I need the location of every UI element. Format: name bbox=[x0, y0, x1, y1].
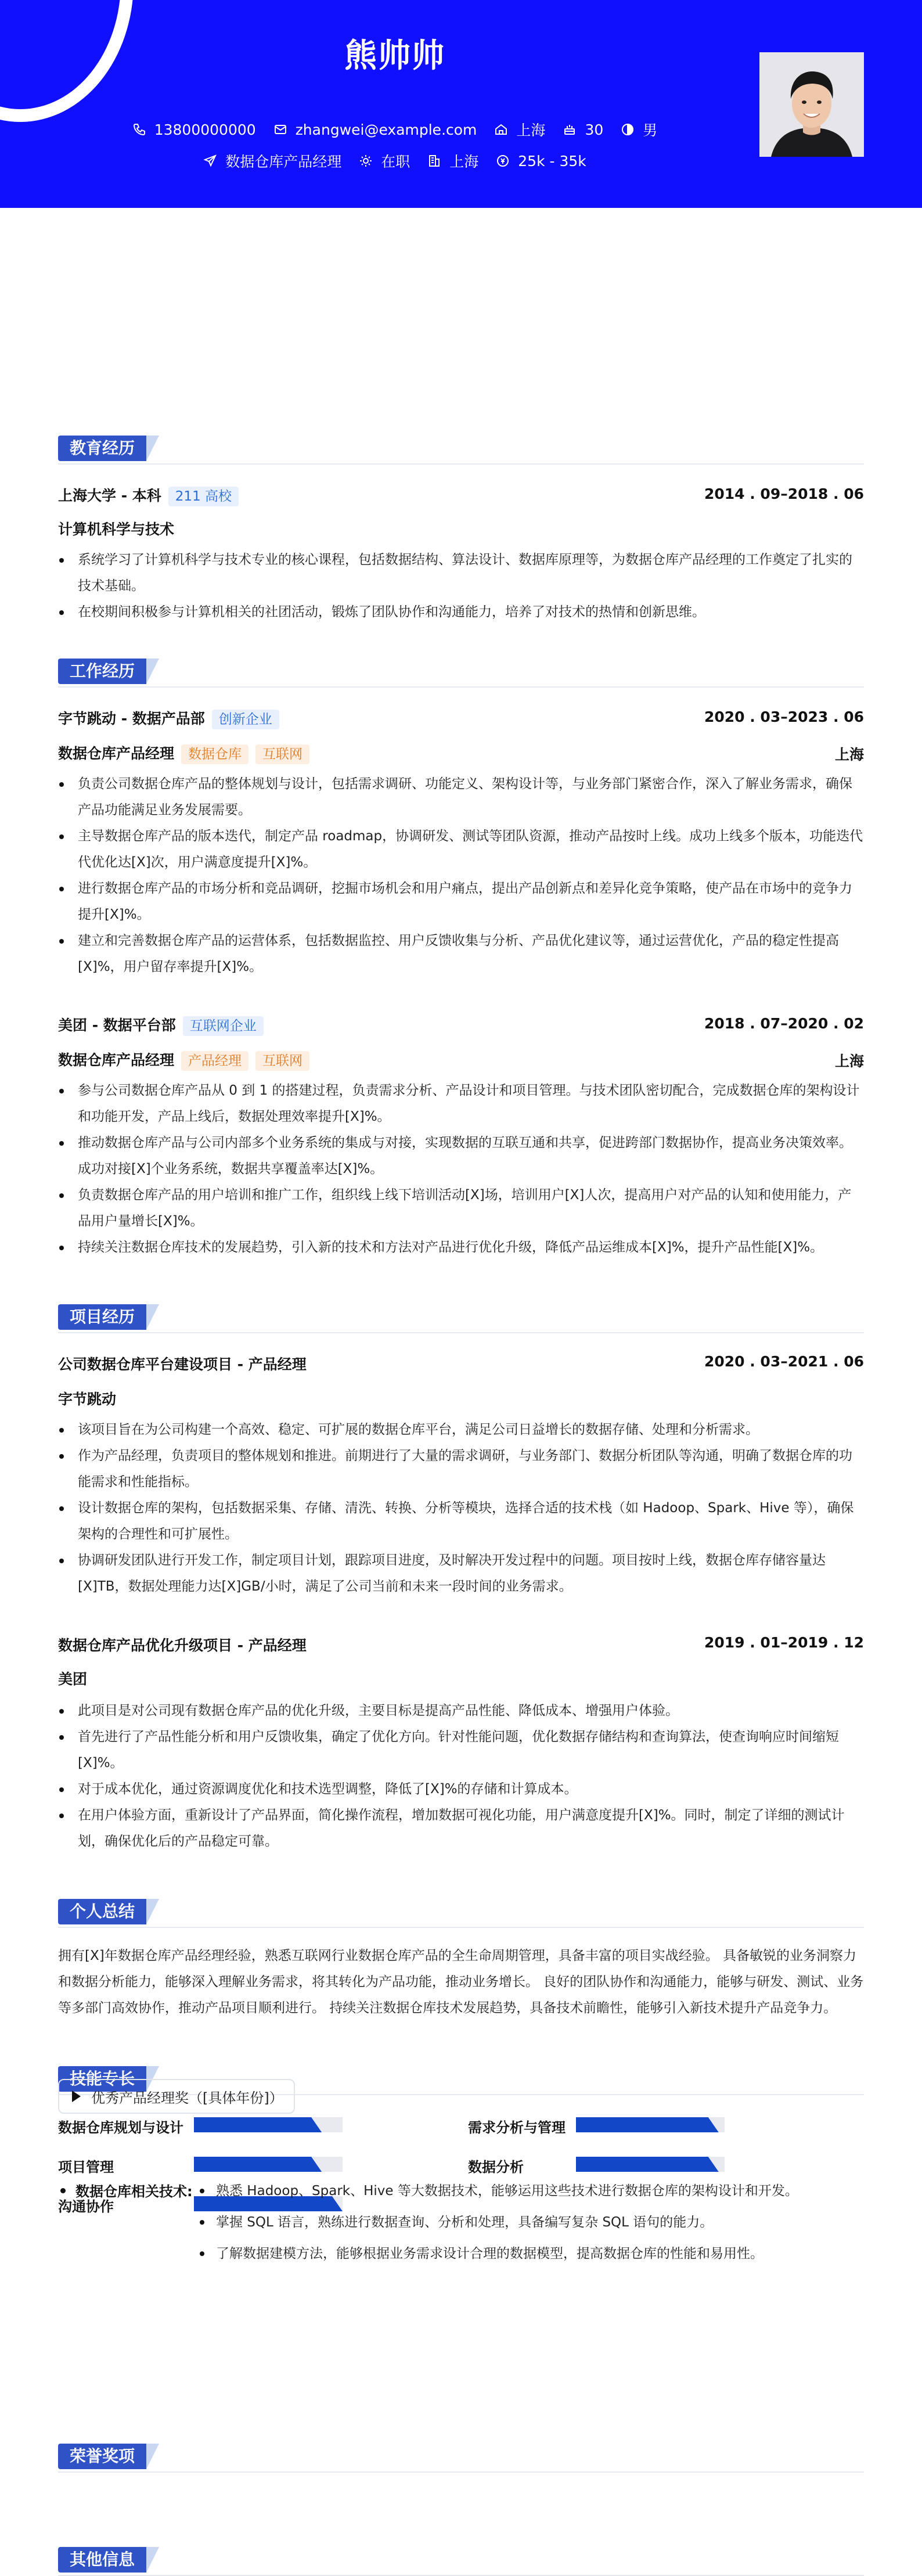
list-item: 主导数据仓库产品的版本迭代，制定产品 roadmap，协调研发、测试等团队资源，推动产品按时上线。成功上线多个版本，功能迭代代优化达[X]次，用户满意度提升[X]%。 bbox=[58, 823, 864, 876]
job-date: 2018 . 07–2020 . 02 bbox=[704, 1015, 864, 1032]
candidate-name: 熊帅帅 bbox=[344, 37, 445, 75]
job-role-row bbox=[58, 742, 309, 764]
list-item: 在校期间积极参与计算机相关的社团活动，锻炼了团队协作和沟通能力，培养了对技术的热情和创新思维。 bbox=[58, 599, 864, 625]
skill-bar bbox=[194, 2157, 343, 2172]
education-major: 计算机科学与技术 bbox=[58, 521, 175, 538]
list-item: 协调研发团队进行开发工作，制定项目计划，跟踪项目进度，及时解决开发过程中的问题。项目按时上线，数据仓库存储容量达[X]TB，数据处理能力达[X]GB/小时，满足了公司当前和未来一段时间的业务需求。 bbox=[58, 1548, 864, 1600]
target-city-info bbox=[427, 150, 478, 171]
gender-info bbox=[621, 119, 657, 140]
job-location: 上海 bbox=[834, 746, 864, 763]
job-bullets bbox=[58, 771, 864, 980]
project-name: 数据仓库产品优化升级项目 - 产品经理 bbox=[58, 1637, 307, 1654]
status-text: 在职 bbox=[381, 153, 410, 170]
project-org: 美团 bbox=[58, 1671, 88, 1688]
award-item bbox=[58, 2079, 295, 2114]
skill-fill bbox=[576, 2117, 719, 2132]
city-text: 上海 bbox=[516, 122, 546, 139]
list-item: 负责数据仓库产品的用户培训和推广工作，组织线上线下培训活动[X]场，培训用户[X]人次，提高用户对产品的认知和使用能力，产品用户量增长[X]%。 bbox=[58, 1182, 864, 1235]
list-item: 建立和完善数据仓库产品的运营体系，包括数据监控、用户反馈收集与分析、产品优化建议等，通过运营优化，产品的稳定性提高[X]%，用户留存率提升[X]%。 bbox=[58, 928, 864, 980]
job-tag: 数据仓库 bbox=[181, 744, 248, 764]
job-role: 数据仓库产品经理 bbox=[58, 1052, 175, 1068]
list-item: 掌握 SQL 语言，熟练进行数据查询、分析和处理，具备编写复杂 SQL 语句的能力。 bbox=[199, 2207, 798, 2238]
project-bullets bbox=[58, 1417, 864, 1600]
skill-fill bbox=[194, 2117, 322, 2132]
contact-line bbox=[0, 119, 790, 140]
job-location: 上海 bbox=[834, 1053, 864, 1070]
education-date: 2014 . 09–2018 . 06 bbox=[704, 485, 864, 502]
avatar-illustration bbox=[759, 52, 864, 157]
avatar bbox=[759, 52, 864, 157]
job-bullets bbox=[58, 1078, 864, 1261]
project-org: 字节跳动 bbox=[58, 1391, 117, 1408]
job-role-row bbox=[58, 1049, 309, 1071]
phone-icon bbox=[132, 123, 146, 136]
education-title: 教育经历 bbox=[58, 436, 146, 461]
other-title: 其他信息 bbox=[58, 2547, 146, 2573]
phone-text: 13800000000 bbox=[154, 121, 256, 138]
education-school bbox=[58, 484, 239, 506]
skill-label: 数据仓库规划与设计 bbox=[58, 2120, 183, 2136]
project-date: 2020 . 03–2021 . 06 bbox=[704, 1353, 864, 1370]
bullet-dot bbox=[60, 2188, 66, 2193]
list-item: 参与公司数据仓库产品从 0 到 1 的搭建过程，负责需求分析、产品设计和项目管理。与技术团队密切配合，完成数据仓库的架构设计和功能开发，产品上线后，数据处理效率提升[X]%。 bbox=[58, 1078, 864, 1130]
age-info bbox=[563, 121, 603, 138]
skill-fill bbox=[576, 2157, 719, 2172]
list-item: 作为产品经理，负责项目的整体规划和推进。前期进行了大量的需求调研，与业务部门、数据分析团队等沟通，明确了数据仓库的功能需求和性能指标。 bbox=[58, 1443, 864, 1495]
home-icon bbox=[494, 123, 508, 136]
company-tag: 互联网企业 bbox=[183, 1016, 264, 1036]
award-text: 优秀产品经理奖（[具体年份]） bbox=[91, 2089, 283, 2106]
project-date: 2019 . 01–2019 . 12 bbox=[704, 1634, 864, 1651]
job-date: 2020 . 03–2023 . 06 bbox=[704, 708, 864, 725]
job-role: 数据仓库产品经理 bbox=[58, 745, 175, 762]
summary-title: 个人总结 bbox=[58, 1899, 146, 1924]
awards-section-header bbox=[58, 2444, 864, 2473]
skill-label: 项目管理 bbox=[58, 2159, 114, 2175]
job-text: 数据仓库产品经理 bbox=[225, 153, 342, 170]
work-section-header bbox=[58, 659, 864, 688]
school-tag: 211 高校 bbox=[168, 487, 239, 506]
skill-label: 需求分析与管理 bbox=[468, 2120, 566, 2136]
skill-fill bbox=[194, 2157, 322, 2172]
list-item: 熟悉 Hadoop、Spark、Hive 等大数据技术，能够运用这些技术进行数据仓库的架构设计和开发。 bbox=[199, 2175, 798, 2207]
list-item: 系统学习了计算机科学与技术专业的核心课程，包括数据结构、算法设计、数据库原理等，为数据仓库产品经理的工作奠定了扎实的技术基础。 bbox=[58, 547, 864, 599]
gender-icon bbox=[621, 123, 635, 136]
projects-section-header bbox=[58, 1304, 864, 1333]
list-item: 首先进行了产品性能分析和用户反馈收集，确定了优化方向。针对性能问题，优化数据存储结构和查询算法，使查询响应时间缩短[X]%。 bbox=[58, 1724, 864, 1776]
job-tag: 互联网 bbox=[255, 744, 309, 764]
list-item: 持续关注数据仓库技术的发展趋势，引入新的技术和方法对产品进行优化升级，降低产品运维成本[X]%，提升产品性能[X]%。 bbox=[58, 1235, 864, 1261]
other-section-header bbox=[58, 2547, 864, 2576]
job-company bbox=[58, 1014, 264, 1036]
projects-title: 项目经历 bbox=[58, 1304, 146, 1330]
resume-header bbox=[0, 0, 922, 208]
list-item: 负责公司数据仓库产品的整体规划与设计，包括需求调研、功能定义、架构设计等，与业务部门紧密合作，深入了解业务需求，确保产品功能满足业务发展需要。 bbox=[58, 771, 864, 823]
salary-text: 25k - 35k bbox=[518, 152, 586, 170]
target-city-text: 上海 bbox=[449, 153, 479, 170]
job-line bbox=[0, 150, 790, 171]
job-tag: 产品经理 bbox=[181, 1051, 248, 1071]
other-list bbox=[199, 2175, 798, 2269]
skill-label: 数据分析 bbox=[468, 2159, 524, 2175]
list-item: 在用户体验方面，重新设计了产品界面，简化操作流程，增加数据可视化功能，用户满意度提升[X]%。同时，制定了详细的测试计划，确保优化后的产品稳定可靠。 bbox=[58, 1803, 864, 1855]
summary-text: 拥有[X]年数据仓库产品经理经验，熟悉互联网行业数据仓库产品的全生命周期管理，具备丰富的项目实战经验。 具备敏锐的业务洞察力和数据分析能力，能够深入理解业务需求，将其转化为产品功能，推动业务增长。 良好的团队协作和沟通能力，能够与研发、测试、业务等多部门高效协作，推动产品项目顺利进行。 持续关注数据仓库技术发展趋势，具备技术前瞻性，能够引入新技术提升产品竞争力。 bbox=[58, 1948, 864, 2016]
skill-bar bbox=[576, 2117, 725, 2132]
city-info bbox=[494, 119, 545, 140]
mail-icon bbox=[273, 123, 287, 136]
salary-info bbox=[496, 153, 586, 170]
education-section-header bbox=[58, 436, 864, 465]
skill-bar bbox=[576, 2157, 725, 2172]
project-bullets bbox=[58, 1698, 864, 1855]
company-name: 字节跳动 - 数据产品部 bbox=[58, 710, 205, 727]
company-name: 美团 - 数据平台部 bbox=[58, 1017, 176, 1034]
list-item: 推动数据仓库产品与公司内部多个业务系统的集成与对接，实现数据的互联互通和共享，促进跨部门数据协作，提高业务决策效率。成功对接[X]个业务系统，数据共享覆盖率达[X]%。 bbox=[58, 1130, 864, 1182]
sun-icon bbox=[359, 154, 373, 168]
awards-title: 荣誉奖项 bbox=[58, 2444, 146, 2469]
email-info bbox=[273, 121, 477, 138]
email-text: zhangwei@example.com bbox=[295, 121, 477, 138]
skill-bar bbox=[194, 2117, 343, 2132]
skill-label: 沟通协作 bbox=[58, 2199, 114, 2215]
send-icon bbox=[203, 154, 217, 168]
project-name: 公司数据仓库平台建设项目 - 产品经理 bbox=[58, 1356, 307, 1373]
summary-section-header bbox=[58, 1899, 864, 1928]
phone-info bbox=[132, 121, 256, 138]
other-label: 数据仓库相关技术: bbox=[75, 2183, 193, 2200]
money-icon bbox=[496, 154, 510, 168]
list-item: 该项目旨在为公司构建一个高效、稳定、可扩展的数据仓库平台，满足公司日益增长的数据存储、处理和分析需求。 bbox=[58, 1417, 864, 1443]
caret-right-icon bbox=[72, 2091, 81, 2102]
age-text: 30 bbox=[585, 121, 604, 138]
list-item: 进行数据仓库产品的市场分析和竞品调研，挖掘市场机会和用户痛点，提出产品创新点和差异化竞争策略，使产品在市场中的竞争力提升[X]%。 bbox=[58, 876, 864, 928]
status-info bbox=[359, 150, 410, 171]
job-company bbox=[58, 707, 279, 729]
job-tag: 互联网 bbox=[255, 1051, 309, 1071]
cake-icon bbox=[563, 123, 577, 136]
work-title: 工作经历 bbox=[58, 659, 146, 684]
list-item: 了解数据建模方法，能够根据业务需求设计合理的数据模型，提高数据仓库的性能和易用性。 bbox=[199, 2238, 798, 2269]
school-name: 上海大学 - 本科 bbox=[58, 487, 161, 504]
skills-title: 技能专长 bbox=[58, 2066, 146, 2092]
gender-text: 男 bbox=[643, 122, 658, 139]
list-item: 对于成本优化，通过资源调度优化和技术选型调整，降低了[X]%的存储和计算成本。 bbox=[58, 1776, 864, 1803]
list-item: 此项目是对公司现有数据仓库产品的优化升级，主要目标是提高产品性能、降低成本、增强用户体验。 bbox=[58, 1698, 864, 1724]
job-info bbox=[203, 150, 341, 171]
list-item: 设计数据仓库的架构，包括数据采集、存储、清洗、转换、分析等模块，选择合适的技术栈（如 Hadoop、Spark、Hive 等），确保架构的合理性和可扩展性。 bbox=[58, 1495, 864, 1548]
education-bullets bbox=[58, 547, 864, 625]
building-icon bbox=[427, 154, 441, 168]
company-tag: 创新企业 bbox=[212, 710, 279, 729]
